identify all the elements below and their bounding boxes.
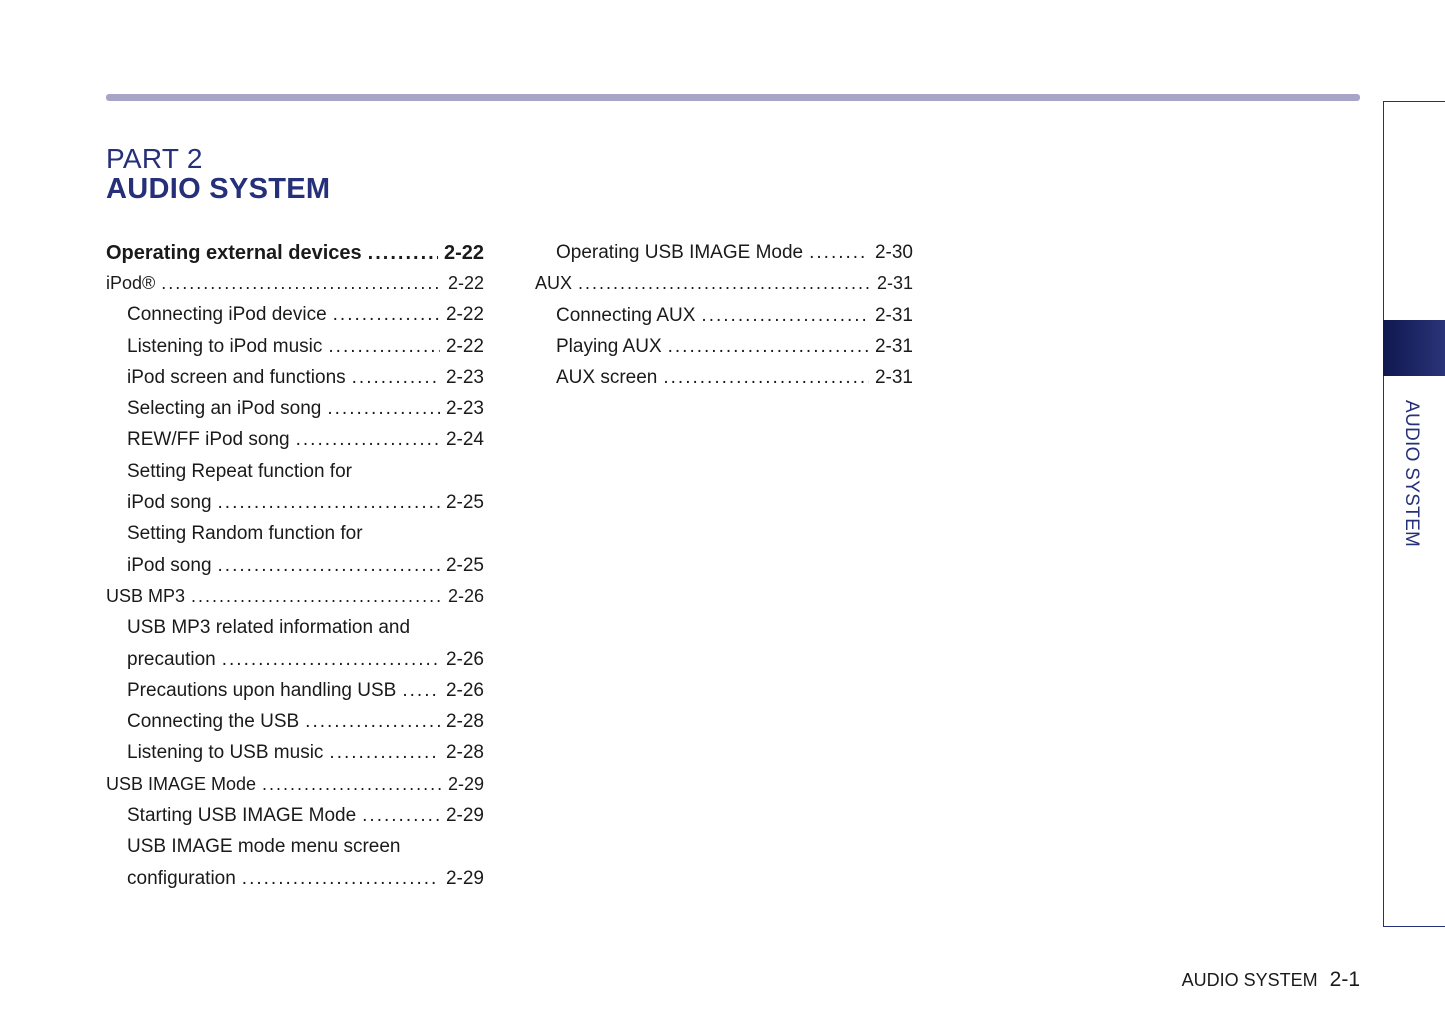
page-title: AUDIO SYSTEM	[106, 173, 331, 205]
side-tab-marker	[1383, 320, 1445, 376]
toc-entry-page: 2-24	[445, 429, 484, 451]
toc-dot-leader	[352, 367, 440, 389]
toc-entry-page: 2-26	[447, 585, 484, 606]
toc-entry-page: 2-22	[447, 273, 484, 293]
toc-column-right	[535, 242, 913, 398]
toc-entry-label: Selecting an iPod song	[127, 398, 322, 420]
toc-dot-leader	[402, 680, 440, 702]
toc-entry-label: USB MP3	[106, 585, 186, 606]
toc-entry-page: 2-28	[445, 742, 484, 764]
toc-entry-page: 2-30	[874, 242, 913, 263]
toc-entry-page: 2-28	[445, 711, 484, 733]
toc-entry[interactable]	[106, 711, 484, 742]
toc-dot-leader	[701, 305, 869, 327]
toc-entry[interactable]	[106, 523, 484, 554]
toc-entry-label: iPod®	[106, 273, 156, 293]
toc-entry[interactable]	[106, 836, 484, 867]
toc-dot-leader	[222, 649, 440, 671]
toc-entry[interactable]	[106, 649, 484, 680]
toc-dot-leader	[368, 242, 438, 265]
toc-entry[interactable]	[106, 367, 484, 398]
toc-entry-label: USB IMAGE Mode	[106, 773, 257, 794]
toc-entry-label: REW/FF iPod song	[127, 429, 290, 451]
toc-dot-leader	[668, 336, 869, 358]
toc-entry-page: 2-22	[445, 335, 484, 357]
toc-entry[interactable]	[106, 617, 484, 648]
toc-entry-page: 2-26	[445, 648, 484, 670]
toc-entry-label: precaution	[127, 648, 216, 670]
toc-entry-label: Setting Repeat function for	[127, 460, 352, 482]
toc-dot-leader	[328, 336, 440, 358]
toc-dot-leader	[191, 586, 442, 607]
toc-entry[interactable]	[106, 805, 484, 836]
toc-dot-leader	[333, 304, 440, 326]
toc-entry[interactable]	[106, 680, 484, 711]
side-tab-label: AUDIO SYSTEM	[1401, 400, 1422, 548]
toc-entry-page: 2-29	[445, 805, 484, 827]
toc-entry-page: 2-29	[445, 867, 484, 889]
toc-entry-page: 2-31	[874, 335, 913, 357]
toc-dot-leader	[296, 429, 440, 451]
toc-dot-leader	[362, 805, 440, 827]
toc-entry-page: 2-23	[445, 398, 484, 420]
toc-entry-page: 2-31	[874, 367, 913, 389]
toc-entry-label: Setting Random function for	[127, 523, 363, 545]
page-footer	[1182, 968, 1360, 992]
toc-entry[interactable]	[535, 273, 913, 304]
toc-entry[interactable]	[535, 305, 913, 336]
toc-entry[interactable]	[106, 429, 484, 460]
toc-entry[interactable]	[106, 398, 484, 429]
toc-entry-page: 2-29	[447, 773, 484, 794]
toc-dot-leader	[218, 492, 440, 514]
toc-entry[interactable]	[535, 367, 913, 398]
toc-dot-leader	[809, 242, 869, 264]
toc-entry-page: 2-26	[445, 679, 484, 701]
top-divider	[106, 94, 1360, 101]
toc-dot-leader	[242, 868, 440, 890]
toc-entry-label: AUX screen	[556, 367, 658, 389]
toc-entry-label: Connecting iPod device	[127, 304, 327, 326]
toc-entry-page: 2-25	[445, 554, 484, 576]
toc-dot-leader	[262, 774, 442, 795]
page-number: 2-1	[1329, 968, 1360, 991]
toc-entry-label: AUX	[535, 273, 573, 294]
toc-dot-leader	[578, 273, 871, 294]
toc-dot-leader	[218, 555, 440, 577]
toc-entry[interactable]	[106, 242, 484, 273]
toc-entry-label: Starting USB IMAGE Mode	[127, 805, 357, 827]
toc-entry-label: configuration	[127, 867, 236, 889]
toc-entry-page: 2-25	[445, 492, 484, 514]
toc-dot-leader	[327, 398, 440, 420]
toc-column-left	[106, 242, 484, 899]
toc-entry-page: 2-22	[445, 304, 484, 326]
toc-entry[interactable]	[106, 336, 484, 367]
toc-entry-page: 2-23	[445, 366, 484, 388]
toc-entry[interactable]	[106, 555, 484, 586]
toc-dot-leader	[329, 742, 440, 764]
toc-entry-label: Connecting the USB	[127, 711, 300, 733]
part-label: PART 2	[106, 143, 203, 174]
toc-entry[interactable]	[106, 492, 484, 523]
toc-dot-leader	[305, 711, 440, 733]
toc-entry[interactable]	[106, 273, 484, 304]
toc-entry-label: USB MP3 related information and	[127, 617, 411, 639]
toc-entry[interactable]	[106, 774, 484, 805]
toc-entry[interactable]	[106, 304, 484, 335]
footer-section: AUDIO SYSTEM	[1181, 970, 1318, 990]
toc-entry[interactable]	[106, 586, 484, 617]
toc-entry[interactable]	[535, 336, 913, 367]
toc-entry-label: Precautions upon handling USB	[127, 679, 397, 701]
toc-entry[interactable]	[106, 868, 484, 899]
toc-entry-label: Connecting AUX	[556, 304, 696, 326]
toc-dot-leader	[663, 367, 869, 389]
toc-entry-label: USB IMAGE mode menu screen	[127, 836, 401, 858]
toc-entry[interactable]	[106, 461, 484, 492]
toc-entry-label: Listening to USB music	[127, 742, 324, 764]
toc-entry-label: Playing AUX	[556, 335, 662, 357]
toc-entry-label: Operating USB IMAGE Mode	[556, 242, 804, 263]
toc-entry-label: iPod song	[127, 492, 212, 514]
toc-dot-leader	[161, 273, 442, 294]
toc-entry-page: 2-22	[443, 242, 484, 264]
toc-entry-page: 2-31	[874, 304, 913, 326]
toc-entry-label: iPod song	[127, 554, 212, 576]
toc-entry[interactable]	[535, 242, 913, 273]
toc-entry-page: 2-31	[876, 273, 913, 294]
toc-entry-label: iPod screen and functions	[127, 366, 346, 388]
toc-entry-label: Listening to iPod music	[127, 335, 323, 357]
toc-entry[interactable]	[106, 742, 484, 773]
toc-entry-label: Operating external devices	[106, 242, 362, 264]
